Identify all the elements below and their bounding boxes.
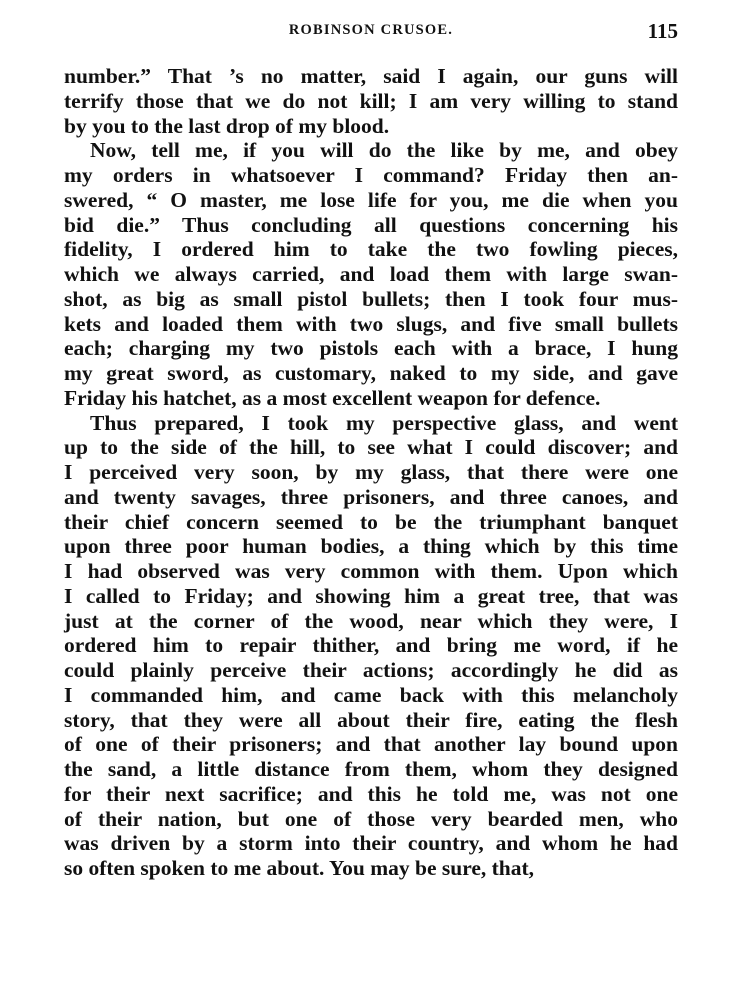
paragraph	[64, 138, 678, 410]
text-line: I called to Friday; and showing him a great tree, that was	[64, 583, 678, 608]
text-line: Now, tell me, if you will do the like by me, and obey	[90, 138, 678, 163]
text-line: so often spoken to me about. You may be sure, that,	[64, 856, 535, 880]
text-line: my great sword, as customary, naked to my side, and gave	[64, 361, 678, 385]
text-line: of one of their prisoners; and that another lay bound upon	[64, 732, 678, 757]
page-number: 115	[647, 19, 678, 43]
text-line: I had observed was very common with them. Upon which	[64, 559, 678, 583]
text-line: story, that they were all about their fire, eating the flesh	[64, 707, 678, 732]
text-line: number.” That ’s no matter, said I again, our guns will	[64, 64, 678, 88]
text-line: each; charging my two pistols each with a brace, I hung	[64, 336, 678, 361]
text-line: was driven by a storm into their country, and whom he had	[64, 831, 678, 856]
text-line: shot, as big as small pistol bullets; then I took four mus-	[64, 286, 678, 311]
running-head	[64, 19, 678, 44]
text-line: Thus prepared, I took my perspective glass, and went	[90, 410, 678, 435]
text-line: bid die.” Thus concluding all questions concerning his	[64, 212, 678, 237]
text-line: by you to the last drop of my blood.	[64, 113, 390, 138]
text-line: up to the side of the hill, to see what I could discover; and	[64, 435, 678, 460]
text-line: ordered him to repair thither, and bring me word, if he	[64, 633, 678, 658]
text-line: of their nation, but one of those very bearded men, who	[64, 806, 678, 831]
text-line: I commanded him, and came back with this melancholy	[64, 682, 678, 707]
text-line: for their next sacrifice; and this he told me, was not one	[64, 781, 678, 806]
text-line: my orders in whatsoever I command? Friday then an-	[64, 163, 678, 187]
text-line: just at the corner of the wood, near which they were, I	[64, 608, 678, 633]
running-title: ROBINSON CRUSOE.	[288, 22, 454, 38]
text-line: the sand, a little distance from them, whom they designed	[64, 757, 678, 781]
paragraph	[64, 411, 678, 881]
text-line: kets and loaded them with two slugs, and five small bullets	[64, 311, 678, 336]
text-line: and twenty savages, three prisoners, and three canoes, and	[64, 484, 678, 509]
text-line: upon three poor human bodies, a thing which by this time	[64, 534, 678, 559]
paragraph	[64, 64, 678, 138]
text-line: I perceived very soon, by my glass, that there were one	[64, 460, 678, 484]
body-text	[64, 64, 678, 881]
text-line: their chief concern seemed to be the triumphant banquet	[64, 509, 678, 534]
text-line: Friday his hatchet, as a most excellent weapon for defence.	[64, 385, 601, 410]
text-line: fidelity, I ordered him to take the two fowling pieces,	[64, 237, 678, 262]
text-line: swered, “ O master, me lose life for you, me die when you	[64, 187, 678, 212]
text-line: which we always carried, and load them with large swan-	[64, 262, 678, 286]
text-line: terrify those that we do not kill; I am very willing to stand	[64, 88, 678, 113]
text-line: could plainly perceive their actions; accordingly he did as	[64, 658, 678, 682]
